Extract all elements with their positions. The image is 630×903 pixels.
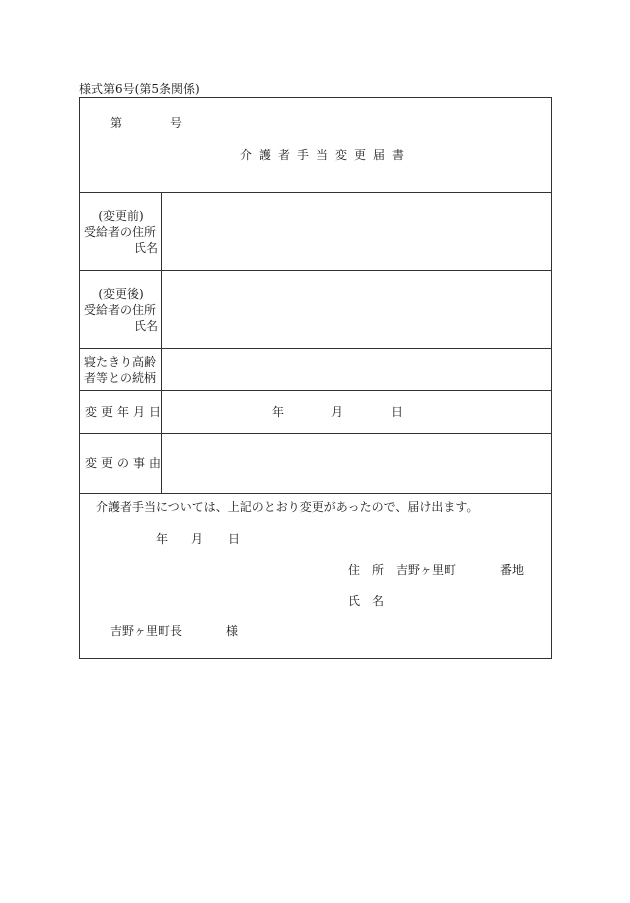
change-reason-label: 変更の事由 [85,456,166,470]
applicant-address-town: 吉野ヶ里町 [396,563,457,577]
mayor-addressee: 吉野ヶ里町長 [110,624,183,638]
relationship-label-line2: 者等との続柄 [84,371,157,385]
number-dai: 第 [110,116,123,130]
number-go: 号 [170,116,183,130]
form-number-label: 様式第6号(第5条関係) [79,82,200,96]
before-change-field[interactable] [163,193,551,270]
before-change-tag: (変更前) [98,209,144,223]
applicant-address-banchi: 番地 [500,563,525,577]
applicant-address-label: 住 所 [348,563,385,577]
change-date-day: 日 [391,405,404,419]
relationship-label [84,354,160,386]
label-column-divider [161,193,162,493]
honorific-sama: 様 [226,624,239,638]
change-date-year: 年 [272,405,285,419]
before-recipient-address-label: 受給者の住所 [84,225,157,239]
after-change-label [84,286,158,334]
row-divider [80,390,551,391]
row-divider [80,493,551,494]
declaration-statement: 介護者手当については、上記のとおり変更があったので、届け出ます。 [96,500,479,514]
change-date-label: 変更年月日 [85,405,166,419]
declaration-month: 月 [191,532,204,546]
relationship-field[interactable] [163,349,551,390]
form-frame [79,97,552,659]
declaration-day: 日 [228,532,241,546]
after-name-label: 氏名 [133,319,158,333]
change-date-month: 月 [331,405,344,419]
after-change-field[interactable] [163,271,551,348]
declaration-year: 年 [156,532,169,546]
after-recipient-address-label: 受給者の住所 [84,303,157,317]
before-change-label [84,208,158,256]
before-name-label: 氏名 [133,241,158,255]
change-reason-field[interactable] [163,434,551,493]
document-title: 介護者手当変更届書 [240,148,412,162]
applicant-name-label: 氏 名 [348,594,385,608]
after-change-tag: (変更後) [98,287,144,301]
relationship-label-line1: 寝たきり高齢 [84,355,157,369]
